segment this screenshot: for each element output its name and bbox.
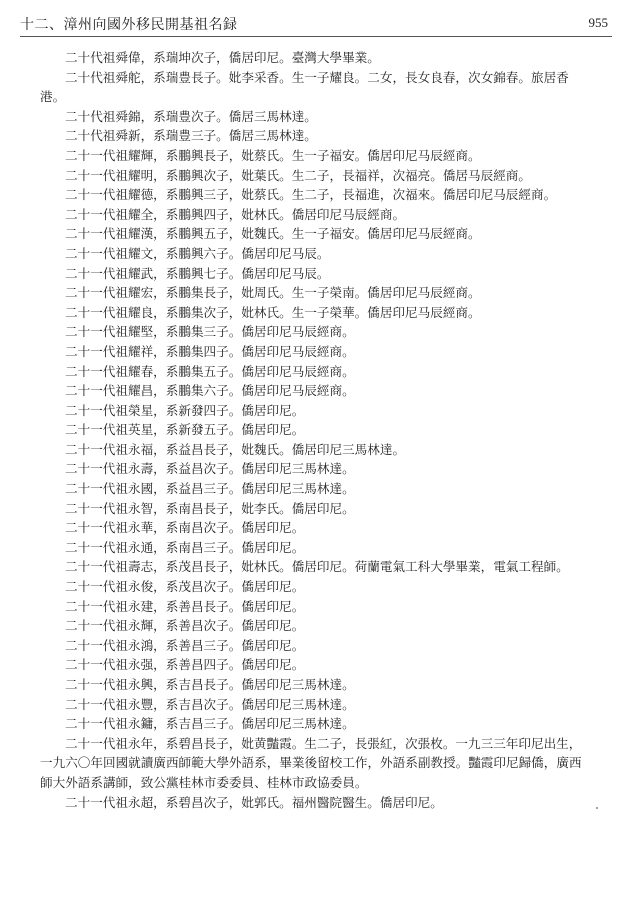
genealogy-entry: 二十一代祖耀良，系鵬集次子，妣林氏。生一子榮華。僑居印尼马辰經商。 — [65, 304, 481, 320]
genealogy-entry: 二十一代祖永智，系南昌長子，妣李氏。僑居印尼。 — [65, 500, 355, 516]
genealogy-entry: 二十一代祖永通，系南昌三子。僑居印尼。 — [65, 539, 305, 555]
genealogy-entry: 二十代祖舜偉，系瑞坤次子，僑居印尼。臺灣大學畢業。 — [65, 50, 380, 65]
genealogy-entry: 二十代祖舜舵，系瑞豊長子。妣李采香。生一子耀良。二女，長女良春，次女錦春。旅居香港。 — [40, 69, 569, 105]
genealogy-entry: 二十一代祖永鏞，系吉昌三子。僑居印尼三馬林達。 — [65, 716, 355, 732]
genealogy-entry: 二十代祖舜新，系瑞豊三子。僑居三馬林達。 — [65, 128, 317, 144]
genealogy-entry: 二十一代祖永俊，系茂昌次子。僑居印尼。 — [65, 579, 305, 595]
genealogy-entry: 二十一代祖永福，系益昌長子，妣魏氏。僑居印尼三馬林達。 — [65, 441, 406, 457]
genealogy-entry: 二十一代祖永鴻，系善昌三子。僑居印尼。 — [65, 637, 305, 653]
genealogy-entry: 二十一代祖耀宏，系鵬集長子，妣周氏。生一子榮南。僑居印尼马辰經商。 — [65, 285, 481, 301]
genealogy-entry: 二十一代祖永强，系善昌四子。僑居印尼。 — [65, 657, 305, 673]
genealogy-entry: 二十一代祖永興，系吉昌長子。僑居印尼三馬林達。 — [65, 677, 355, 692]
genealogy-text — [40, 48, 592, 812]
genealogy-entry: 二十一代祖榮星，系新發四子。僑居印尼。 — [65, 402, 305, 418]
genealogy-entry: 二十一代祖壽志，系茂昌長子，妣林氏。僑居印尼。荷蘭電氣工科大學畢業，電氣工程師。 — [65, 559, 569, 575]
genealogy-entry: 二十一代祖永國，系益昌三子。僑居印尼三馬林達。 — [65, 481, 355, 497]
genealogy-entry: 二十一代祖耀德，系鵬興三子，妣蔡氏。生二子，長福進，次福來。僑居印尼马辰經商。 — [65, 187, 557, 203]
genealogy-entry: 二十一代祖永壽，系益昌次子。僑居印尼三馬林達。 — [65, 461, 355, 477]
genealogy-entry: 二十一代祖耀明，系鵬興次子，妣葉氏。生二子，長福祥，次福亮。僑居马辰經商。 — [65, 167, 531, 183]
scan-speck — [596, 807, 598, 809]
genealogy-entry: 二十一代祖耀春，系鵬集五子。僑居印尼马辰經商。 — [65, 363, 355, 379]
genealogy-entry: 二十一代祖永超，系碧昌次子，妣郭氏。福州醫院醫生。僑居印尼。 — [65, 794, 443, 810]
genealogy-entry: 二十一代祖耀全，系鵬興四子，妣林氏。僑居印尼马辰經商。 — [65, 206, 406, 222]
genealogy-entry: 二十一代祖耀昌，系鵬集六子。僑居印尼马辰經商。 — [65, 383, 355, 399]
chapter-title: 十二、漳州向國外移民開基祖名録 — [20, 17, 238, 33]
genealogy-entry: 二十一代祖耀武，系鵬興七子。僑居印尼马辰。 — [65, 265, 330, 281]
genealogy-entry: 二十一代祖耀文，系鵬興六子。僑居印尼马辰。 — [65, 245, 330, 261]
running-header — [20, 14, 612, 36]
genealogy-entry: 二十一代祖永年，系碧昌長子，妣黄豔霞。生二子，長張紅，次張枚。一九三三年印尼出生，一九六〇年回國就讀廣西師範大學外語系，畢業後留校工作，外語系副教授。豔霞印尼歸僑，廣西師大外語系講師，致公黨桂林市委委員、桂林市政協委員。 — [40, 735, 582, 790]
genealogy-entry: 二十一代祖耀堅，系鵬集三子。僑居印尼马辰經商。 — [65, 324, 355, 340]
page-number: 955 — [588, 15, 608, 30]
genealogy-entry: 二十一代祖耀祥，系鵬集四子。僑居印尼马辰經商。 — [65, 343, 355, 359]
genealogy-entry: 二十一代祖英星，系新發五子。僑居印尼。 — [65, 422, 305, 438]
genealogy-entry: 二十代祖舜錦，系瑞豊次子。僑居三馬林達。 — [65, 108, 317, 124]
genealogy-entry: 二十一代祖永建，系善昌長子。僑居印尼。 — [65, 598, 305, 614]
genealogy-entry: 二十一代祖永華，系南昌次子。僑居印尼。 — [65, 520, 305, 536]
genealogy-entry: 二十一代祖永輝，系善昌次子。僑居印尼。 — [65, 618, 305, 634]
genealogy-entry: 二十一代祖永豐，系吉昌次子。僑居印尼三馬林達。 — [65, 696, 355, 712]
genealogy-entry: 二十一代祖耀輝，系鵬興長子，妣蔡氏。生一子福安。僑居印尼马辰經商。 — [65, 147, 481, 163]
header-rule — [20, 36, 612, 37]
genealogy-entry: 二十一代祖耀漢，系鵬興五子，妣魏氏。生一子福安。僑居印尼马辰經商。 — [65, 226, 481, 242]
